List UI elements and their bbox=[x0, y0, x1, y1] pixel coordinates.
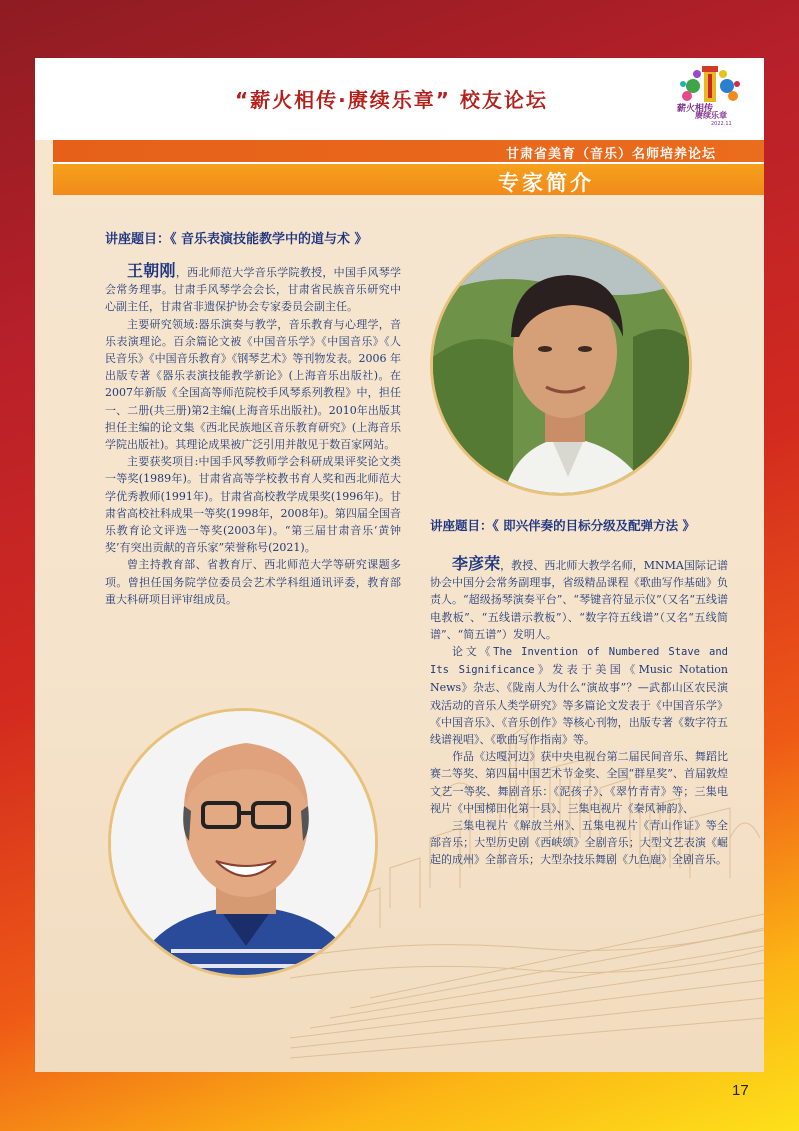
expert1-photo-icon bbox=[111, 711, 378, 978]
expert2-paper-rest: 》发表于美国《Music Notation News》杂志、《陇南人为什么“演故事”？—武都山区农民演戏活动的音乐人类学研究》等多篇论文发表于《中国音乐学》《中国音乐》、《音乐创作》等核心刊物，出版专著《数字符五线谱视唱》、《歌曲写作指南》等。 bbox=[430, 663, 728, 747]
expert1-portrait bbox=[108, 708, 378, 978]
logo-text-1: 薪火相传 bbox=[677, 104, 714, 114]
expert2-paper-title-en: The Invention of Numbered Stave and Its Significance bbox=[430, 646, 728, 677]
expert2-portrait bbox=[430, 234, 692, 496]
banner-subtitle: 甘肃省美育（音乐）名师培养论坛 bbox=[505, 147, 716, 162]
lecture-title-2: 讲座题目：《 即兴伴奏的目标分级及配弹方法 》 bbox=[430, 518, 695, 533]
expert2-tv-works: 三集电视片《解放兰州》、五集电视片《青山作证》等全部音乐；大型历史剧《西峡颂》全剧音乐；大型文艺表演《崛起的成州》全部音乐；大型杂技乐舞剧《九色鹿》全剧音乐。 bbox=[430, 819, 728, 867]
expert2-intro: ，教授、西北师大教学名师，MNMA国际记谱协会中国分会常务副理事，省级精品课程《歌曲写作基础》负责人。“超级扬琴演奏平台”、“琴键音符显示仪”（又名“五线谱电教板”、“五线谱示教板”）、“数字符五线谱”（又名“五线简谱”、“简五谱”）发明人。 bbox=[430, 559, 728, 641]
expert1-research: 主要研究领域:器乐演奏与教学，音乐教育与心理学，音乐表演理论。百余篇论文被《中国音乐学》《中国音乐》《人民音乐》《中国音乐教育》《钢琴艺术》等刊物发表。2006 年出版专著《器乐表演技能教学新论》(上海音乐出版社)。在2007年新版《全国高等师范院校手风琴系列教程》中，担任一、二册(共三册)第2主编(上海音乐出版社)。2010年出版其担任主编的论文集《西北民族地区音乐教育研究》(上海音乐学院出版社)。其理论成果被广泛引用并散见于数百家网站。 bbox=[105, 317, 401, 452]
expert2-works: 作品《达嘎河边》获中央电视台第二届民间音乐、舞蹈比赛二等奖、第四届中国艺术节金奖、全国“群星奖”、首届敦煌文艺一等奖、舞剧音乐：《泥孩子》、《翠竹青青》等；三集电视片《中国梯田化第一县》、三集电视片《秦风神韵》、 bbox=[430, 750, 728, 815]
title-banner bbox=[53, 162, 764, 195]
subtitle-banner bbox=[53, 140, 764, 162]
expert2-paper-prefix: 论文《 bbox=[452, 645, 494, 659]
expert1-projects: 曾主持教育部、省教育厅、西北师范大学等研究课题多项。曾担任国务院学位委员会艺术学科组通讯评委，教育部重大科研项目评审组成员。 bbox=[105, 558, 401, 606]
lecture-title-1: 讲座题目：《 音乐表演技能教学中的道与术 》 bbox=[105, 232, 368, 247]
page-header bbox=[35, 58, 764, 140]
expert1-awards: 主要获奖项目:中国手风琴教师学会科研成果评奖论文类一等奖(1989年)。甘肃省高等学校教书育人奖和西北师范大学优秀教师(1991年)。甘肃省高校教学成果奖(1996年)。甘肃省高校社科成果一等奖(1998年，2008年)。第四届全国音乐教育论文评选一等奖(2003年)。“第三届甘肃音乐‘黄钟奖’有突出贡献的音乐家”荣誉称号(2021)。 bbox=[105, 455, 401, 555]
expert1-name: 王朝刚 bbox=[127, 261, 176, 280]
expert2-photo-icon bbox=[433, 237, 692, 496]
expert1-intro-paragraph bbox=[105, 262, 401, 316]
expert2-name: 李彦荣 bbox=[452, 554, 501, 573]
expert1-intro: ，西北师范大学音乐学院教授，中国手风琴学会常务理事。甘肃手风琴学会会长，甘肃省民族音乐研究中心副主任，甘肃省非遗保护协会专家委员会副主任。 bbox=[105, 266, 401, 314]
expert2-intro-paragraph bbox=[430, 555, 728, 643]
page-number: 17 bbox=[732, 1082, 749, 1099]
expert2-papers bbox=[430, 643, 728, 748]
expert1-bio bbox=[105, 262, 401, 608]
forum-title: “薪火相传·赓续乐章” 校友论坛 bbox=[235, 88, 548, 112]
banner-title: 专家简介 bbox=[498, 171, 594, 195]
logo-year: 2022.11 bbox=[711, 121, 732, 127]
content-panel bbox=[35, 58, 764, 1072]
logo-text-2: 赓续乐章 bbox=[695, 111, 727, 120]
expert2-bio bbox=[430, 555, 728, 869]
